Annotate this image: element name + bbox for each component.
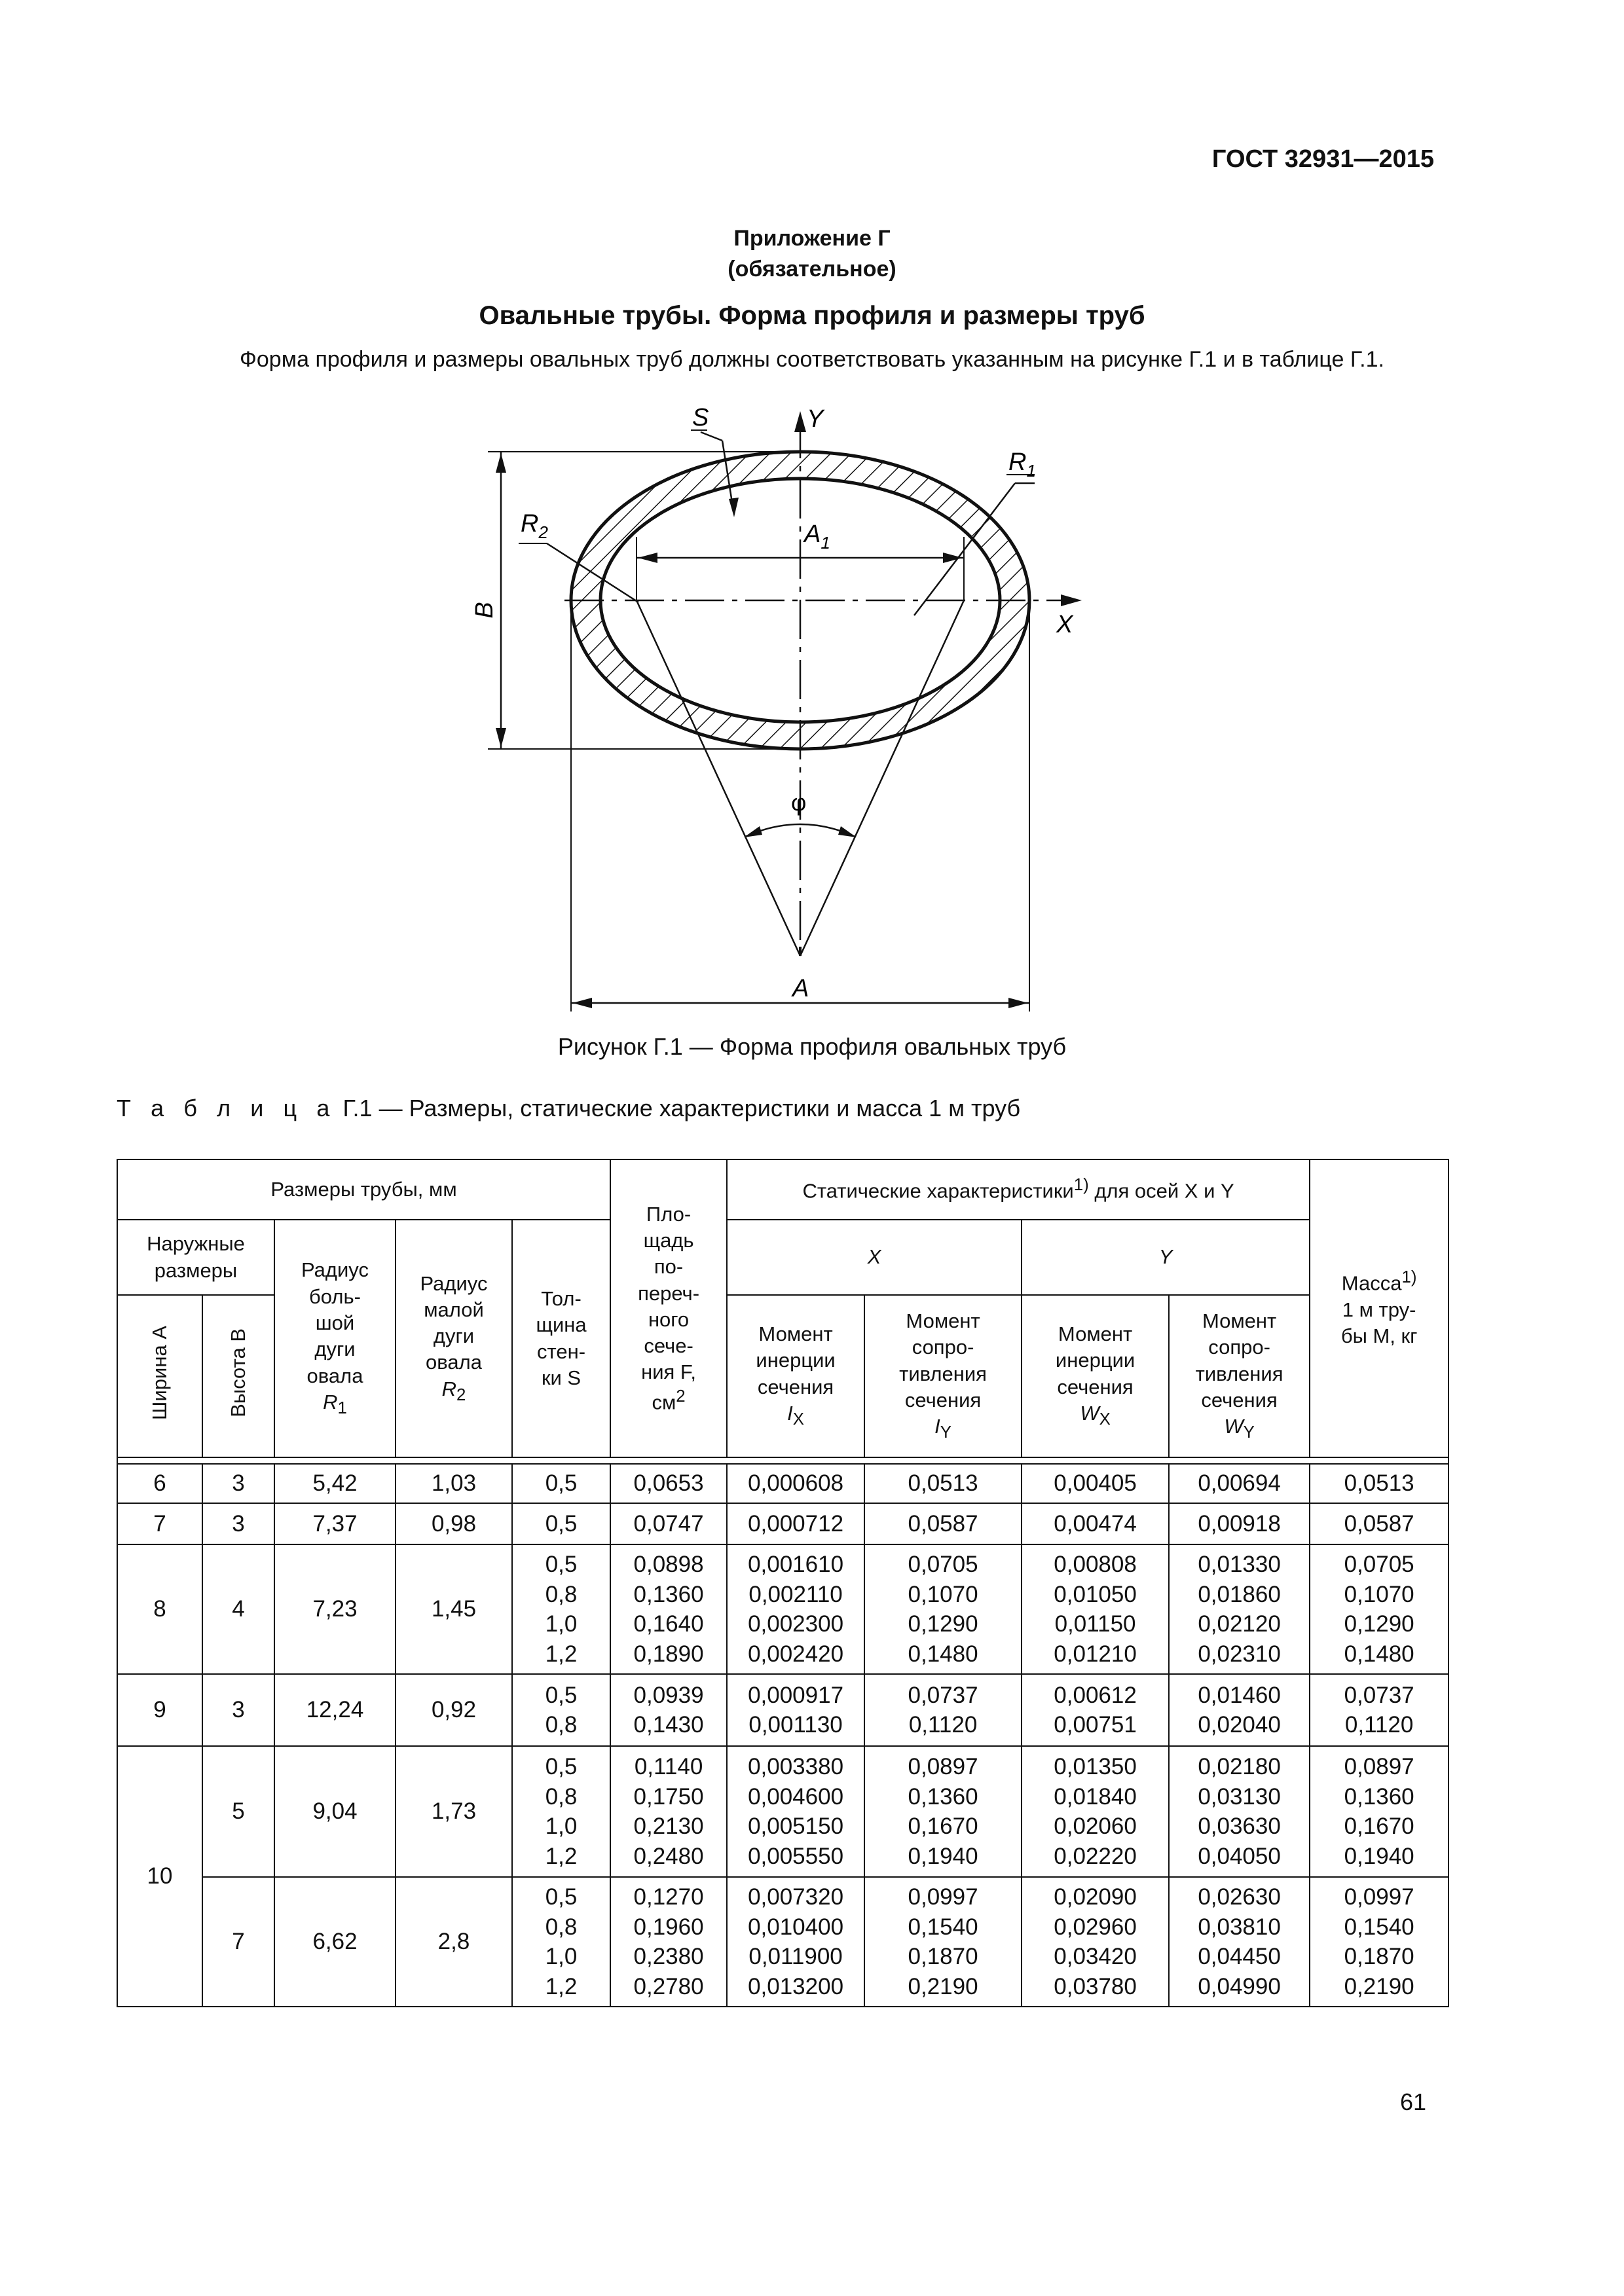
cell-value: 0,1940 [1344, 1843, 1414, 1869]
cell-value: 0,03630 [1198, 1813, 1281, 1839]
cell-value: 0,1360 [1344, 1783, 1414, 1810]
cell-value: 0,1540 [1344, 1914, 1414, 1940]
cell-value: 0,005550 [748, 1843, 844, 1869]
cell-value: 0,0705 [908, 1552, 978, 1577]
cell-value: 0,0939 [633, 1682, 704, 1708]
cell-value: 0,00751 [1054, 1712, 1137, 1738]
x-axis-arrow [1061, 594, 1082, 606]
label-R1: $R_1$ [1008, 448, 1036, 481]
oval-profile-figure [0, 0, 1624, 1034]
cell-value: 0,1070 [1344, 1581, 1414, 1607]
header-area: Пло- щадь по- переч- ного сече- ния F, $см^2$ [610, 1159, 727, 1457]
cell-value: 0,013200 [748, 1973, 844, 1999]
cell-value: 0,02220 [1054, 1843, 1137, 1869]
header-Ix: Момент инерции сечения $I_X$ [727, 1295, 864, 1457]
cell-value: 0,1870 [1344, 1944, 1414, 1969]
cell-value: 0,0997 [1344, 1884, 1414, 1910]
table-row: 7 6,62 2,8 0,5 0,8 1,0 1,2 0,1270 0,1960 0,2380 0,2780 0,007320 0,010400 0,011900 0,013200 0,0997 0,1540 0,1870 0,2190 0,02090 0,02960 0,03420 0,03780 0,02630 0,03810 0,04450 0,04990 0,0997 0,1540 0,1870 0,2190 [117, 1877, 1449, 2007]
cell-value: 0,8 [545, 1581, 578, 1607]
header-Wx: Момент инерции сечения $W_X$ [1022, 1295, 1169, 1457]
cell-value: 0,01460 [1198, 1682, 1281, 1708]
header-R2: Радиус малой дуги овала $R_2$ [396, 1220, 512, 1457]
cell-value: 0,0737 [908, 1682, 978, 1708]
cell-value: 0,00808 [1054, 1552, 1137, 1577]
label-A: A [792, 975, 809, 1002]
table-row: 9 3 12,24 0,92 0,5 0,8 0,0939 0,1430 0,000917 0,001130 0,0737 0,1120 0,00612 0,00751 0,01460 0,02040 0,0737 0,1120 [117, 1674, 1449, 1746]
cell-value: 0,02120 [1198, 1611, 1281, 1637]
y-axis-arrow [794, 411, 806, 432]
table-row: 7 3 7,37 0,98 0,5 0,0747 0,000712 0,0587 0,00474 0,00918 0,0587 [117, 1503, 1449, 1544]
cell-value: 0,1430 [633, 1712, 704, 1738]
cell-value: 1,2 [545, 1843, 578, 1869]
header-mass: Масса$^{1)}$ 1 м тру- бы M, кг [1310, 1159, 1449, 1457]
cell-value: 0,00612 [1054, 1682, 1137, 1708]
cell-value: 0,8 [545, 1914, 578, 1940]
cell-value: 0,03810 [1198, 1914, 1281, 1940]
cell-value: 0,1290 [1344, 1611, 1414, 1637]
section-title: Овальные трубы. Форма профиля и размеры труб [479, 301, 1145, 330]
cell-value: 0,1750 [633, 1783, 704, 1810]
cell-value: 0,2130 [633, 1813, 704, 1839]
cell-value: 0,0898 [633, 1552, 704, 1577]
cell-value: 0,1540 [908, 1914, 978, 1940]
cell-value: 0,1480 [908, 1641, 978, 1667]
cell-value: 0,01350 [1054, 1754, 1137, 1779]
cell-value: 1,2 [545, 1973, 578, 1999]
cell-value: 0,04450 [1198, 1944, 1281, 1969]
cell-value: 0,000917 [748, 1682, 844, 1708]
cell-value: 0,01840 [1054, 1783, 1137, 1810]
label-phi: φ [791, 789, 807, 816]
cell-value: 0,5 [545, 1754, 578, 1779]
cell-value: 0,5 [545, 1552, 578, 1577]
table-row: 6 3 5,42 1,03 0,5 0,0653 0,000608 0,0513 0,00405 0,00694 0,0513 [117, 1464, 1449, 1503]
cell-value: 0,01210 [1054, 1641, 1137, 1667]
cell-value: 0,1360 [633, 1581, 704, 1607]
cell-value: 0,03780 [1054, 1973, 1137, 1999]
cell-value: 0,1140 [634, 1754, 703, 1779]
cell-value: 0,02960 [1054, 1914, 1137, 1940]
cell-value: 0,011900 [748, 1944, 843, 1969]
header-Wy: Момент сопро- тивления сечения $W_Y$ [1169, 1295, 1310, 1457]
cell-value: 0,004600 [748, 1783, 844, 1810]
cell-value: 0,1360 [908, 1783, 978, 1810]
cell-value: 0,02630 [1198, 1884, 1281, 1910]
cell-value: 0,002110 [748, 1581, 843, 1607]
header-Iy: Момент сопро- тивления сечения $I_Y$ [864, 1295, 1022, 1457]
label-Y: Y [807, 405, 824, 433]
appendix-status: (обязательное) [728, 257, 896, 282]
header-outer-sizes: Наружные размеры [117, 1220, 274, 1295]
header-height: Высота B [202, 1295, 274, 1457]
cell-value: 0,1640 [633, 1611, 704, 1637]
page-number: 61 [1399, 2088, 1426, 2115]
cell-value: 0,010400 [748, 1914, 844, 1940]
pipe-dimensions-table [117, 1159, 1449, 2007]
cell-value: 1,0 [545, 1611, 578, 1637]
cell-value: 0,001130 [748, 1712, 843, 1738]
cell-value: 0,1120 [1344, 1712, 1414, 1738]
cell-value: 0,005150 [748, 1813, 844, 1839]
cell-value: 1,0 [545, 1813, 578, 1839]
cell-value: 0,04050 [1198, 1843, 1281, 1869]
cell-value: 0,1670 [1344, 1813, 1414, 1839]
table-row: 8 4 7,23 1,45 0,5 0,8 1,0 1,2 0,0898 0,1360 0,1640 0,1890 0,001610 0,002110 0,002300 0,002420 0,0705 0,1070 0,1290 0,1480 0,00808 0,01050 0,01150 0,01210 0,01330 0,01860 0,02120 0,02310 0,0705 0,1070 0,1290 0,1480 [117, 1544, 1449, 1674]
cell-value: 0,2190 [908, 1973, 978, 1999]
cell-value: 0,0897 [908, 1754, 978, 1779]
cell-value: 0,5 [545, 1884, 578, 1910]
cell-value: 0,1870 [908, 1944, 978, 1969]
cell-value: 1,2 [545, 1641, 578, 1667]
header-static: Статические характеристики$^{1)}$ для осей X и Y [727, 1159, 1310, 1220]
cell-value: 0,01150 [1054, 1611, 1136, 1637]
cell-value: 0,1480 [1344, 1641, 1414, 1667]
header-axis-X: X [727, 1220, 1022, 1295]
cell-value: 0,1070 [908, 1581, 978, 1607]
cell-value: 0,03420 [1054, 1944, 1137, 1969]
label-R2: $R_2$ [521, 510, 548, 542]
cell-value: 0,02180 [1198, 1754, 1281, 1779]
intro-paragraph: Форма профиля и размеры овальных труб должны соответствовать указанным на рисунке Г.1 и в таблице Г.1. [240, 347, 1384, 372]
cell-value: 0,02090 [1054, 1884, 1137, 1910]
cell-value: 0,1270 [633, 1884, 704, 1910]
cell-value: 0,0705 [1344, 1552, 1414, 1577]
cell-value: 0,0897 [1344, 1754, 1414, 1779]
cell-value: 0,1960 [633, 1914, 704, 1940]
cell-value: 0,0997 [908, 1884, 978, 1910]
cell-value: 0,1890 [633, 1641, 704, 1667]
header-axis-Y: Y [1022, 1220, 1310, 1295]
cell-value: 0,1940 [908, 1843, 978, 1869]
cell-value: 1,0 [545, 1944, 578, 1969]
header-R1: Радиус боль- шой дуги овала $R_1$ [274, 1220, 396, 1457]
cell-value: 0,002300 [748, 1611, 844, 1637]
cell-value: 0,02060 [1054, 1813, 1137, 1839]
label-X: X [1056, 611, 1073, 638]
cell-value: 0,8 [545, 1712, 578, 1738]
header-width: Ширина A [117, 1295, 202, 1457]
header-thickness: Тол- щина стен- ки S [512, 1220, 610, 1457]
cell-value: 0,007320 [748, 1884, 844, 1910]
cell-value: 0,01860 [1198, 1581, 1281, 1607]
cell-value: 0,0737 [1344, 1682, 1414, 1708]
cell-value: 0,5 [545, 1682, 578, 1708]
cell-value: 0,1120 [908, 1712, 978, 1738]
cell-value: 0,01330 [1198, 1552, 1281, 1577]
standard-number: ГОСТ 32931—2015 [1211, 145, 1434, 173]
cell-value: 0,2780 [633, 1973, 704, 1999]
figure-caption: Рисунок Г.1 — Форма профиля овальных труб [557, 1033, 1067, 1060]
cell-value: 0,1670 [908, 1813, 978, 1839]
cell-value: 0,002420 [748, 1641, 844, 1667]
table-row: 10 5 9,04 1,73 0,5 0,8 1,0 1,2 0,1140 0,1750 0,2130 0,2480 0,003380 0,004600 0,005150 0,005550 0,0897 0,1360 0,1670 0,1940 0,01350 0,01840 0,02060 0,02220 0,02180 0,03130 0,03630 0,04050 0,0897 0,1360 0,1670 0,1940 [117, 1746, 1449, 1877]
cell-value: 0,01050 [1054, 1581, 1137, 1607]
cell-value: 0,001610 [748, 1552, 844, 1577]
cell-value: 0,02310 [1198, 1641, 1281, 1667]
cell-value: 0,8 [545, 1783, 578, 1810]
cell-value: 0,2190 [1344, 1973, 1414, 1999]
cell-value: 0,04990 [1198, 1973, 1281, 1999]
appendix-title: Приложение Г [733, 226, 891, 251]
cell-value: 0,02040 [1198, 1712, 1281, 1738]
table-caption: Т а б л и ц а Г.1 — Размеры, статические характеристики и масса 1 м труб [117, 1095, 1021, 1121]
label-S: S [692, 404, 709, 431]
cell-value: 0,2380 [633, 1944, 704, 1969]
cell-value: 0,003380 [748, 1754, 844, 1779]
cell-value: 0,03130 [1198, 1783, 1281, 1810]
label-A1: $A_1$ [804, 520, 830, 553]
cell-value: 0,1290 [908, 1611, 978, 1637]
cell-value: 0,2480 [633, 1843, 704, 1869]
header-pipe-sizes: Размеры трубы, мм [117, 1159, 610, 1220]
label-B: B [471, 602, 498, 619]
